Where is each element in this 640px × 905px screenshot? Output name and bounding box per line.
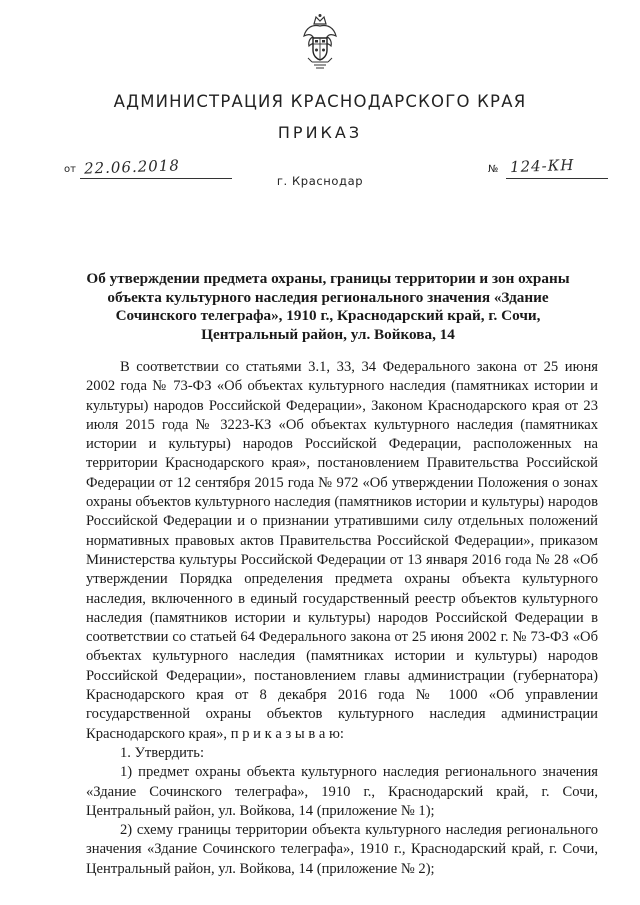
clause-1-1: 1) предмет охраны объекта культурного наследия регионального значения «Здание Сочинского телеграфа», 1910 г., Краснодарский край, г. Сочи, Центральный район, ул. Войкова, 14 (приложение № 1); — [86, 764, 598, 819]
preamble-paragraph: В соответствии со статьями 3.1, 33, 34 Федерального закона от 25 июня 2002 года № 73-ФЗ «Об объектах культурного наследия (памятниках истории и культуры) народов Российской Федерации», Законом Краснодарского края от 23 июля 2015 года № 3223-КЗ «Об объектах культурного наследия (памятниках истории и культуры) народов Российской Федерации, расположенных на территории Краснодарского края», постановлением Правительства Российской Федерации от 12 сентября 2015 года № 972 «Об утверждении Положения о зонах охраны объектов культурного наследия (памятников истории и культуры) народов Российской Федерации и о признании утратившими силу отдельных положений нормативных правовых актов Правительства Российской Федерации», приказом Министерства культуры Российской Федерации от 13 января 2016 года № 28 «Об утверждении Порядка определения предмета охраны объекта культурного наследия, включенного в единый государственный реестр объектов культурного наследия (памятников истории и культуры) народов Российской Федерации в соответствии со статьей 64 Федерального закона от 25 июня 2002 г. № 73-ФЗ «Об объектах культурного наследия (памятниках истории и культуры) народов Российской Федерации», постановлением главы администрации (губернатора) Краснодарского края от 8 декабря 2016 года № 1000 «Об управлении государственной охраны объектов культурного наследия администрации Краснодарского края», п р и к а з ы в а ю: — [86, 359, 598, 742]
handwritten-number: 124-КН — [509, 155, 575, 177]
clause-1: 1. Утвердить: — [120, 744, 205, 761]
handwritten-date: 22.06.2018 — [83, 156, 181, 178]
document-title: Об утверждении предмета охраны, границы территории и зон охраны объекта культурного наследия регионального значения «Здание Сочинского телеграфа», 1910 г., Краснодарский край, г. Сочи, Центральный район, ул. Войкова, 14 — [86, 270, 570, 343]
date-prefix: от — [64, 164, 76, 175]
number-prefix: № — [488, 164, 499, 175]
authority-name: АДМИНИСТРАЦИЯ КРАСНОДАРСКОГО КРАЯ — [113, 92, 527, 111]
document-type: ПРИКАЗ — [277, 123, 363, 142]
clause-1-2: 2) схему границы территории объекта культурного наследия регионального значения «Здание Сочинского телеграфа», 1910 г., Краснодарский край, г. Сочи, Центральный район, ул. Войкова, 14 (приложение № 2); — [86, 822, 598, 877]
city: г. Краснодар — [276, 174, 364, 188]
krasnodar-coat-of-arms-icon — [302, 12, 338, 72]
document-body — [86, 358, 598, 879]
